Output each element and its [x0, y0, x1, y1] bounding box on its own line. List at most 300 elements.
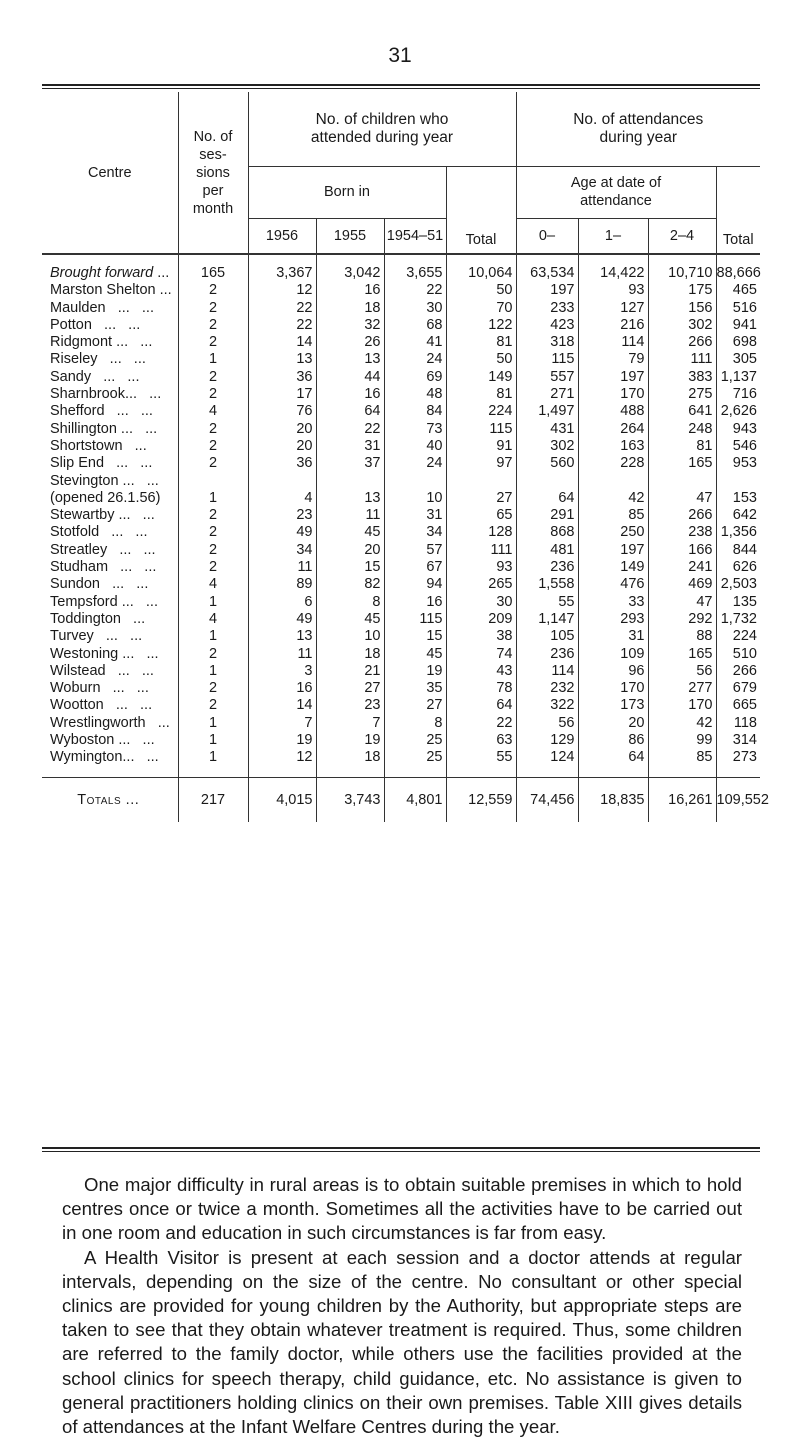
header-attendances-line: during year — [599, 128, 678, 146]
cell-a2-4: 266 — [648, 334, 716, 351]
cell-b1954-51: 30 — [384, 300, 446, 317]
header-children-group — [248, 92, 516, 166]
totals-label — [42, 777, 178, 822]
cell-b1954-51: 22 — [384, 282, 446, 299]
cell-att-total: 153 — [716, 490, 760, 507]
table-row — [42, 576, 760, 593]
top-double-rule — [42, 84, 760, 86]
cell-sessions: 2 — [178, 421, 248, 438]
cell-a1: 33 — [578, 594, 648, 611]
cell-b1954-51: 3,655 — [384, 265, 446, 282]
attendance-table — [42, 92, 769, 822]
cell-b1956: 3,367 — [248, 265, 316, 282]
centre-name — [42, 300, 178, 317]
cell-total: 81 — [446, 386, 516, 403]
cell-a1: 488 — [578, 403, 648, 420]
cell-b1955: 16 — [316, 282, 384, 299]
leader-dots: ... ... — [108, 559, 157, 576]
cell-b1956: 12 — [248, 282, 316, 299]
cell-a0: 236 — [516, 559, 578, 576]
cell-b1956: 36 — [248, 455, 316, 472]
cell-total: 43 — [446, 663, 516, 680]
cell-sessions: 1 — [178, 663, 248, 680]
cell-a1: 79 — [578, 351, 648, 368]
leader-dots: ... ... — [99, 524, 148, 541]
cell-b1956: 22 — [248, 317, 316, 334]
cell-total: 74 — [446, 646, 516, 663]
cell-a2-4: 42 — [648, 715, 716, 732]
cell-total: 55 — [446, 749, 516, 766]
cell-sessions: 165 — [178, 265, 248, 282]
cell-b1955: 13 — [316, 351, 384, 368]
cell-sessions: 1 — [178, 715, 248, 732]
header-sessions — [178, 92, 248, 254]
cell-a2-4: 111 — [648, 351, 716, 368]
total-total: 12,559 — [446, 777, 516, 822]
centre-name-text: Stevington ... — [50, 472, 135, 489]
table-row — [42, 317, 760, 334]
centre-name-text: Sharnbrook... — [50, 386, 138, 403]
paragraph: One major difficulty in rural areas is to obtain suitable premises in which to hold centres once or twice a month. Sometimes all the activities have to be carried out in one room and education in such circumstances is far from easy. — [62, 1174, 742, 1244]
leader-dots: ... ... — [105, 662, 154, 679]
cell-a2-4: 175 — [648, 282, 716, 299]
cell-total: 65 — [446, 507, 516, 524]
centre-name-text: Stewartby ... — [50, 507, 131, 524]
cell-b1955: 45 — [316, 524, 384, 541]
centre-name-text: Wymington... — [50, 749, 135, 766]
header-sessions-line: per — [202, 182, 224, 199]
cell-b1954-51: 31 — [384, 507, 446, 524]
cell-att-total: 118 — [716, 715, 760, 732]
centre-name — [42, 697, 178, 714]
cell-att-total: 1,732 — [716, 611, 760, 628]
table-row — [42, 473, 760, 490]
top-double-rule-thin — [42, 88, 760, 89]
cell-a0: 63,534 — [516, 265, 578, 282]
cell-b1954-51: 48 — [384, 386, 446, 403]
cell-total: 209 — [446, 611, 516, 628]
cell-b1956: 22 — [248, 300, 316, 317]
cell-b1955: 26 — [316, 334, 384, 351]
table-row — [42, 611, 760, 628]
leader-dots: ... — [128, 334, 153, 351]
cell-b1956: 11 — [248, 559, 316, 576]
centre-name — [42, 663, 178, 680]
table-row — [42, 663, 760, 680]
table-row — [42, 697, 760, 714]
cell-a2-4: 166 — [648, 542, 716, 559]
table-row — [42, 300, 760, 317]
cell-b1955: 19 — [316, 732, 384, 749]
cell-b1954-51: 27 — [384, 697, 446, 714]
cell-b1954-51: 69 — [384, 369, 446, 386]
spacer-row — [42, 254, 760, 265]
centre-name — [42, 386, 178, 403]
cell-b1954-51: 45 — [384, 646, 446, 663]
cell-a0: 423 — [516, 317, 578, 334]
centre-name — [42, 317, 178, 334]
cell-sessions: 2 — [178, 300, 248, 317]
cell-sessions: 1 — [178, 749, 248, 766]
centre-name — [42, 421, 178, 438]
cell-a1: 173 — [578, 697, 648, 714]
cell-a1: 114 — [578, 334, 648, 351]
leader-dots: ... ... — [104, 455, 153, 472]
centre-name-text: Potton — [50, 316, 92, 333]
leader-dots: ... ... — [91, 316, 141, 333]
cell-a1: 197 — [578, 542, 648, 559]
bottom-double-rule — [42, 1147, 760, 1149]
total-b1956: 4,015 — [248, 777, 316, 822]
total-a0: 74,456 — [516, 777, 578, 822]
cell-a0: 129 — [516, 732, 578, 749]
centre-name-text: Turvey — [50, 628, 94, 645]
cell-a0: 232 — [516, 680, 578, 697]
table-row — [42, 594, 760, 611]
cell-a1: 293 — [578, 611, 648, 628]
cell-a0: 115 — [516, 351, 578, 368]
cell-b1956: 3 — [248, 663, 316, 680]
cell-b1955: 16 — [316, 386, 384, 403]
table-row — [42, 282, 760, 299]
header-centre: Centre — [42, 92, 178, 254]
cell-a1: 264 — [578, 421, 648, 438]
cell-total: 111 — [446, 542, 516, 559]
cell-sessions: 1 — [178, 732, 248, 749]
cell-b1955: 3,042 — [316, 265, 384, 282]
cell-b1954-51: 73 — [384, 421, 446, 438]
table-row — [42, 524, 760, 541]
header-children-line: No. of children who — [315, 110, 449, 128]
cell-b1956: 4 — [248, 490, 316, 507]
bottom-double-rule-thin — [42, 1151, 760, 1152]
cell-total: 97 — [446, 455, 516, 472]
cell-sessions: 2 — [178, 282, 248, 299]
cell-a0: 318 — [516, 334, 578, 351]
cell-b1954-51: 94 — [384, 576, 446, 593]
cell-b1955: 8 — [316, 594, 384, 611]
cell-a2-4: 170 — [648, 697, 716, 714]
cell-b1956: 89 — [248, 576, 316, 593]
cell-a0: 291 — [516, 507, 578, 524]
centre-name — [42, 680, 178, 697]
cell-total: 81 — [446, 334, 516, 351]
cell-a1: 31 — [578, 628, 648, 645]
leader-dots: ... ... — [91, 368, 140, 385]
cell-a0: 114 — [516, 663, 578, 680]
cell-b1954-51: 25 — [384, 749, 446, 766]
header-sessions-line: month — [192, 200, 234, 217]
centre-name — [42, 559, 178, 576]
cell-b1954-51: 40 — [384, 438, 446, 455]
cell-a2-4: 156 — [648, 300, 716, 317]
body-text — [62, 1173, 742, 1439]
cell-b1955: 10 — [316, 628, 384, 645]
centre-name — [42, 351, 178, 368]
cell-b1954-51: 67 — [384, 559, 446, 576]
cell-a2-4: 275 — [648, 386, 716, 403]
cell-total: 64 — [446, 697, 516, 714]
leader-dots: ... ... — [100, 576, 149, 593]
total-sessions: 217 — [178, 777, 248, 822]
cell-b1954-51: 19 — [384, 663, 446, 680]
cell-total: 78 — [446, 680, 516, 697]
header-age-0: 0– — [516, 218, 578, 254]
cell-total: 70 — [446, 300, 516, 317]
centre-name-text: Sundon — [50, 576, 100, 593]
table-row — [42, 438, 760, 455]
table-row — [42, 386, 760, 403]
cell-a1: 163 — [578, 438, 648, 455]
cell-sessions: 4 — [178, 611, 248, 628]
leader-dots: ... ... — [105, 299, 154, 316]
cell-a1: 109 — [578, 646, 648, 663]
cell-b1955: 64 — [316, 403, 384, 420]
header-age-line: attendance — [580, 193, 652, 209]
cell-sessions: 2 — [178, 559, 248, 576]
centre-name — [42, 265, 178, 282]
cell-total: 91 — [446, 438, 516, 455]
cell-total: 10,064 — [446, 265, 516, 282]
cell-a0: 302 — [516, 438, 578, 455]
cell-b1956: 36 — [248, 369, 316, 386]
cell-sessions: 2 — [178, 438, 248, 455]
cell-a2-4: 302 — [648, 317, 716, 334]
centre-name — [42, 369, 178, 386]
leader-dots: ... — [134, 472, 159, 489]
cell-att-total: 546 — [716, 438, 760, 455]
cell-a0: 105 — [516, 628, 578, 645]
cell-a2-4: 469 — [648, 576, 716, 593]
cell-a1: 20 — [578, 715, 648, 732]
table-body — [42, 254, 769, 822]
table-row — [42, 646, 760, 663]
cell-a0: 124 — [516, 749, 578, 766]
cell-b1955: 11 — [316, 507, 384, 524]
cell-a2-4: 165 — [648, 646, 716, 663]
table-row — [42, 680, 760, 697]
cell-total: 38 — [446, 628, 516, 645]
centre-name-text: Toddington — [50, 610, 121, 627]
leader-dots: ... — [137, 386, 162, 403]
cell-b1955: 18 — [316, 749, 384, 766]
centre-name — [42, 524, 178, 541]
cell-b1954-51: 25 — [384, 732, 446, 749]
centre-name — [42, 455, 178, 472]
cell-a2-4: 266 — [648, 507, 716, 524]
cell-b1954-51: 57 — [384, 542, 446, 559]
spacer-row — [42, 767, 760, 778]
header-1955: 1955 — [316, 218, 384, 254]
centre-name — [42, 403, 178, 420]
cell-sessions: 2 — [178, 317, 248, 334]
cell-a0: 271 — [516, 386, 578, 403]
cell-b1956: 20 — [248, 421, 316, 438]
cell-b1956: 13 — [248, 628, 316, 645]
leader-dots: ... ... — [107, 541, 156, 558]
cell-total: 122 — [446, 317, 516, 334]
cell-a2-4: 99 — [648, 732, 716, 749]
centre-name-text: Wootton — [50, 697, 104, 714]
cell-b1955: 45 — [316, 611, 384, 628]
cell-a2-4: 47 — [648, 594, 716, 611]
cell-b1955: 15 — [316, 559, 384, 576]
leader-dots: ... — [133, 420, 158, 437]
leader-dots: ... — [153, 265, 170, 281]
cell-total: 50 — [446, 282, 516, 299]
leader-dots: ... ... — [104, 403, 153, 420]
header-children-line: attended during year — [310, 128, 454, 146]
table-row — [42, 559, 760, 576]
cell-b1955: 7 — [316, 715, 384, 732]
cell-att-total: 698 — [716, 334, 760, 351]
cell-att-total: 943 — [716, 421, 760, 438]
header-age-line: Age at date of — [570, 175, 662, 191]
cell-sessions: 1 — [178, 351, 248, 368]
centre-name-text: Studham — [50, 559, 109, 576]
cell-sessions: 1 — [178, 594, 248, 611]
leader-dots: ... ... — [100, 680, 149, 697]
centre-name — [42, 473, 178, 490]
cell-b1956: 49 — [248, 524, 316, 541]
cell-att-total: 626 — [716, 559, 760, 576]
cell-att-total: 953 — [716, 455, 760, 472]
cell-b1954-51: 41 — [384, 334, 446, 351]
cell-a1: 250 — [578, 524, 648, 541]
cell-att-total: 516 — [716, 300, 760, 317]
cell-a2-4: 81 — [648, 438, 716, 455]
cell-b1954-51: 10 — [384, 490, 446, 507]
table-row — [42, 455, 760, 472]
table-row — [42, 490, 760, 507]
cell-total: 149 — [446, 369, 516, 386]
cell-b1954-51: 24 — [384, 455, 446, 472]
cell-sessions: 2 — [178, 542, 248, 559]
cell-b1954-51: 115 — [384, 611, 446, 628]
cell-a1: 149 — [578, 559, 648, 576]
header-total-attendances: Total — [716, 166, 760, 254]
cell-b1956: 19 — [248, 732, 316, 749]
centre-name-text: Shillington ... — [50, 420, 134, 437]
cell-sessions: 2 — [178, 524, 248, 541]
cell-att-total: 88,666 — [716, 265, 761, 281]
leader-dots: ... — [155, 282, 172, 299]
centre-name-text: Tempsford ... — [50, 593, 134, 610]
header-age-group — [516, 166, 716, 218]
header-sessions-line: sions — [196, 164, 230, 181]
cell-att-total: 2,503 — [716, 576, 760, 593]
centre-name-text: Maulden — [50, 299, 106, 316]
table-row — [42, 628, 760, 645]
centre-name-text: Wyboston ... — [50, 732, 131, 749]
centre-name — [42, 507, 178, 524]
cell-total: 115 — [446, 421, 516, 438]
cell-sessions: 4 — [178, 576, 248, 593]
cell-a2-4: 277 — [648, 680, 716, 697]
centre-name-text: Sandy — [50, 368, 92, 385]
cell-a2-4: 10,710 — [648, 265, 716, 282]
cell-a1: 127 — [578, 300, 648, 317]
cell-b1956: 20 — [248, 438, 316, 455]
cell-b1954-51: 84 — [384, 403, 446, 420]
header-sessions-line: No. of — [193, 128, 233, 145]
cell-a2-4: 238 — [648, 524, 716, 541]
cell-total: 128 — [446, 524, 516, 541]
total-b1954-51: 4,801 — [384, 777, 446, 822]
cell-att-total: 1,356 — [716, 524, 760, 541]
cell-a1: 14,422 — [578, 265, 648, 282]
header-1954-51: 1954–51 — [384, 218, 446, 254]
cell-b1955: 37 — [316, 455, 384, 472]
cell-b1956: 14 — [248, 334, 316, 351]
cell-b1956: 16 — [248, 680, 316, 697]
cell-b1955: 21 — [316, 663, 384, 680]
cell-a2-4: 56 — [648, 663, 716, 680]
cell-b1954-51: 35 — [384, 680, 446, 697]
leader-dots: ... — [122, 437, 147, 454]
totals-row — [42, 777, 760, 822]
cell-b1955: 32 — [316, 317, 384, 334]
cell-att-total: 1,137 — [716, 369, 760, 386]
cell-sessions: 4 — [178, 403, 248, 420]
paragraph: A Health Visitor is present at each session and a doctor attends at regular intervals, depending on the size of the centre. No consultant or other special clinics are provided for young children by the Authority, but appropriate steps are taken to see that they obtain whatever treatment is required. Thus, some children are referred to the family doctor, while others use the facilities provided at the school clinics for speech therapy, child guidance, etc. No assistance is given to general practitioners holding clinics on their own premises. Table XIII gives details of attendances at the Infant Welfare Centres during the year. — [62, 1246, 742, 1438]
cell-a0: 560 — [516, 455, 578, 472]
cell-b1955: 44 — [316, 369, 384, 386]
page-number: 31 — [388, 44, 412, 67]
leader-dots: ... ... — [103, 697, 153, 714]
centre-name-text: Westoning ... — [50, 645, 135, 662]
total-b1955: 3,743 — [316, 777, 384, 822]
cell-a0: 64 — [516, 490, 578, 507]
centre-name-text: Wilstead — [50, 662, 106, 679]
cell-a1: 42 — [578, 490, 648, 507]
cell-a0: 322 — [516, 697, 578, 714]
cell-att-total: 266 — [716, 663, 760, 680]
centre-name-text: Brought forward — [50, 265, 154, 281]
leader-dots: ... — [130, 507, 155, 524]
cell-b1954-51: 68 — [384, 317, 446, 334]
centre-name-text: Shortstown — [50, 437, 123, 454]
cell-b1956: 23 — [248, 507, 316, 524]
cell-b1956: 76 — [248, 403, 316, 420]
cell-sessions: 2 — [178, 386, 248, 403]
cell-a2-4: 88 — [648, 628, 716, 645]
cell-att-total: 465 — [716, 282, 760, 299]
cell-att-total: 314 — [716, 732, 760, 749]
cell-a2-4: 241 — [648, 559, 716, 576]
cell-a1: 228 — [578, 455, 648, 472]
leader-dots: ... ... — [97, 351, 146, 368]
cell-b1956: 7 — [248, 715, 316, 732]
cell-b1956: 49 — [248, 611, 316, 628]
cell-b1956: 11 — [248, 646, 316, 663]
centre-name — [42, 646, 178, 663]
cell-a0: 1,558 — [516, 576, 578, 593]
centre-name — [42, 594, 178, 611]
cell-sessions: 2 — [178, 680, 248, 697]
table-row — [42, 507, 760, 524]
cell-att-total: 273 — [716, 749, 760, 766]
cell-b1954-51: 24 — [384, 351, 446, 368]
cell-a0: 55 — [516, 594, 578, 611]
total-a1: 18,835 — [578, 777, 648, 822]
leader-dots: ... — [134, 645, 159, 662]
cell-a1: 476 — [578, 576, 648, 593]
cell-a0: 868 — [516, 524, 578, 541]
cell-sessions: 2 — [178, 455, 248, 472]
cell-att-total: 510 — [716, 646, 760, 663]
cell-att-total: 844 — [716, 542, 760, 559]
